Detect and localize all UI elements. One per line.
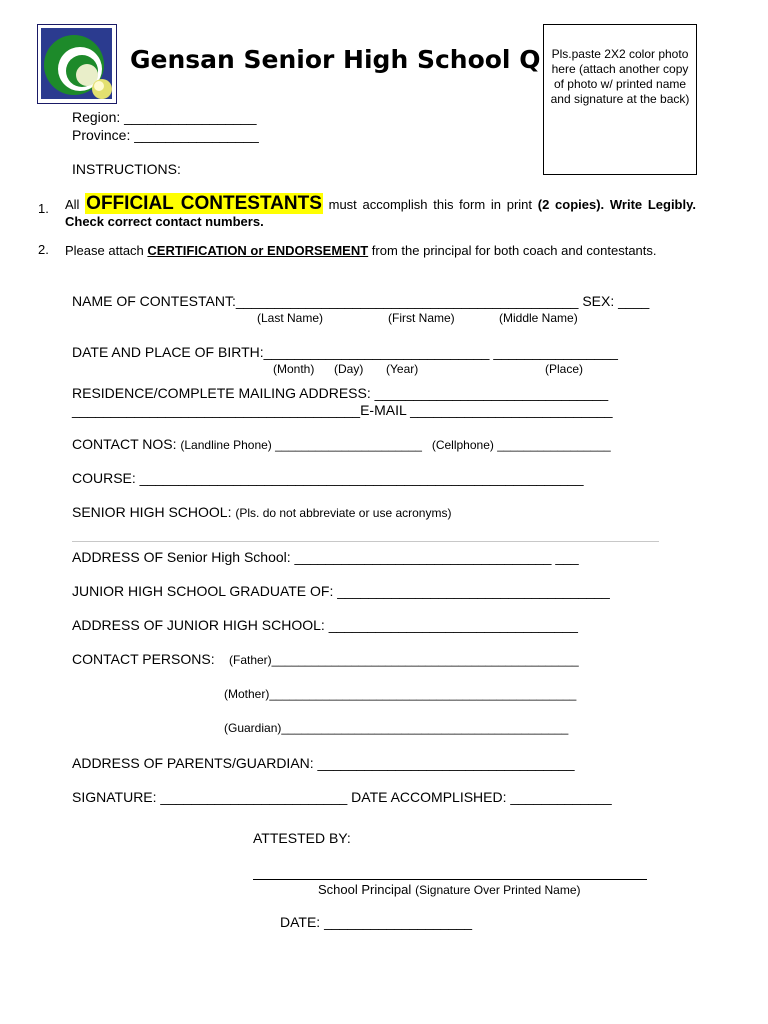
attested-by-label: ATTESTED BY:	[253, 830, 351, 846]
landline-field[interactable]: (Landline Phone) ______________________	[180, 438, 422, 452]
middle-name-sublabel: (Middle Name)	[499, 311, 578, 325]
principal-note: (Signature Over Printed Name)	[415, 883, 581, 897]
month-sublabel: (Month)	[273, 362, 315, 376]
contact-persons-label: CONTACT PERSONS:	[72, 651, 215, 667]
email-field[interactable]: _____________________________________E-MAIL __________________________	[72, 402, 613, 418]
instruction-1	[65, 195, 696, 230]
day-sublabel: (Day)	[334, 362, 364, 376]
page-title: Gensan Senior High School Q	[130, 45, 541, 74]
last-name-sublabel: (Last Name)	[257, 311, 324, 325]
instruction-1-bold: (2 copies). Write Legibly. Check correct contact numbers.	[65, 197, 696, 229]
instruction-2-pre: Please attach	[65, 243, 144, 258]
contact-numbers-row	[72, 436, 611, 452]
instruction-2	[65, 242, 696, 259]
principal-label: School Principal	[318, 882, 412, 897]
region-field[interactable]: Region: _________________	[72, 109, 257, 125]
contact-label: CONTACT NOS:	[72, 436, 177, 452]
father-field[interactable]: (Father)______________________________________________	[229, 653, 579, 667]
principal-caption	[318, 881, 581, 897]
photo-instructions: Pls.paste 2X2 color photo here (attach another copy of photo w/ printed name and signature at the back)	[550, 47, 690, 106]
province-field[interactable]: Province: ________________	[72, 127, 259, 143]
principal-signature-line[interactable]	[253, 879, 647, 880]
instruction-2-number: 2.	[38, 242, 49, 257]
birth-field[interactable]: DATE AND PLACE OF BIRTH:_____________________________ ________________	[72, 344, 618, 360]
parents-address-field[interactable]: ADDRESS OF PARENTS/GUARDIAN: _________________________________	[72, 755, 575, 771]
first-name-sublabel: (First Name)	[388, 311, 455, 325]
attestation-date-field[interactable]: DATE: ___________________	[280, 914, 473, 930]
residence-field[interactable]: RESIDENCE/COMPLETE MAILING ADDRESS: ______________________________	[72, 385, 609, 401]
shs-label: SENIOR HIGH SCHOOL:	[72, 504, 232, 520]
jhs-graduate-field[interactable]: JUNIOR HIGH SCHOOL GRADUATE OF: ___________________________________	[72, 583, 610, 599]
photo-box	[543, 24, 697, 175]
cellphone-field[interactable]: (Cellphone) _________________	[431, 438, 611, 452]
year-sublabel: (Year)	[386, 362, 419, 376]
instructions-heading: INSTRUCTIONS:	[72, 161, 181, 177]
course-field[interactable]: COURSE: _________________________________________________________	[72, 470, 584, 486]
instruction-1-mid: must accomplish this form in print	[328, 197, 533, 212]
instruction-1-number: 1.	[38, 201, 49, 216]
senior-high-school-row[interactable]	[72, 504, 451, 520]
guardian-field[interactable]: (Guardian)___________________________________________	[224, 721, 569, 735]
jhs-address-field[interactable]: ADDRESS OF JUNIOR HIGH SCHOOL: ________________________________	[72, 617, 578, 633]
signature-date-field[interactable]: SIGNATURE: ________________________ DATE ACCOMPLISHED: _____________	[72, 789, 612, 805]
school-logo	[37, 24, 117, 104]
official-contestants-highlight: OFFICIAL CONTESTANTS	[86, 193, 322, 214]
shs-note: (Pls. do not abbreviate or use acronyms)	[235, 506, 452, 520]
mother-field[interactable]: (Mother)______________________________________________	[224, 687, 577, 701]
instruction-2-post: from the principal for both coach and contestants.	[371, 243, 657, 258]
place-sublabel: (Place)	[545, 362, 584, 376]
shs-line	[72, 541, 659, 542]
contestant-name-field[interactable]: NAME OF CONTESTANT:____________________________________________ SEX: ____	[72, 293, 650, 309]
instruction-1-pre: All	[65, 197, 80, 212]
shs-address-field[interactable]: ADDRESS OF Senior High School: _________________________________ ___	[72, 549, 579, 565]
instruction-2-bold: CERTIFICATION or ENDORSEMENT	[147, 243, 369, 258]
